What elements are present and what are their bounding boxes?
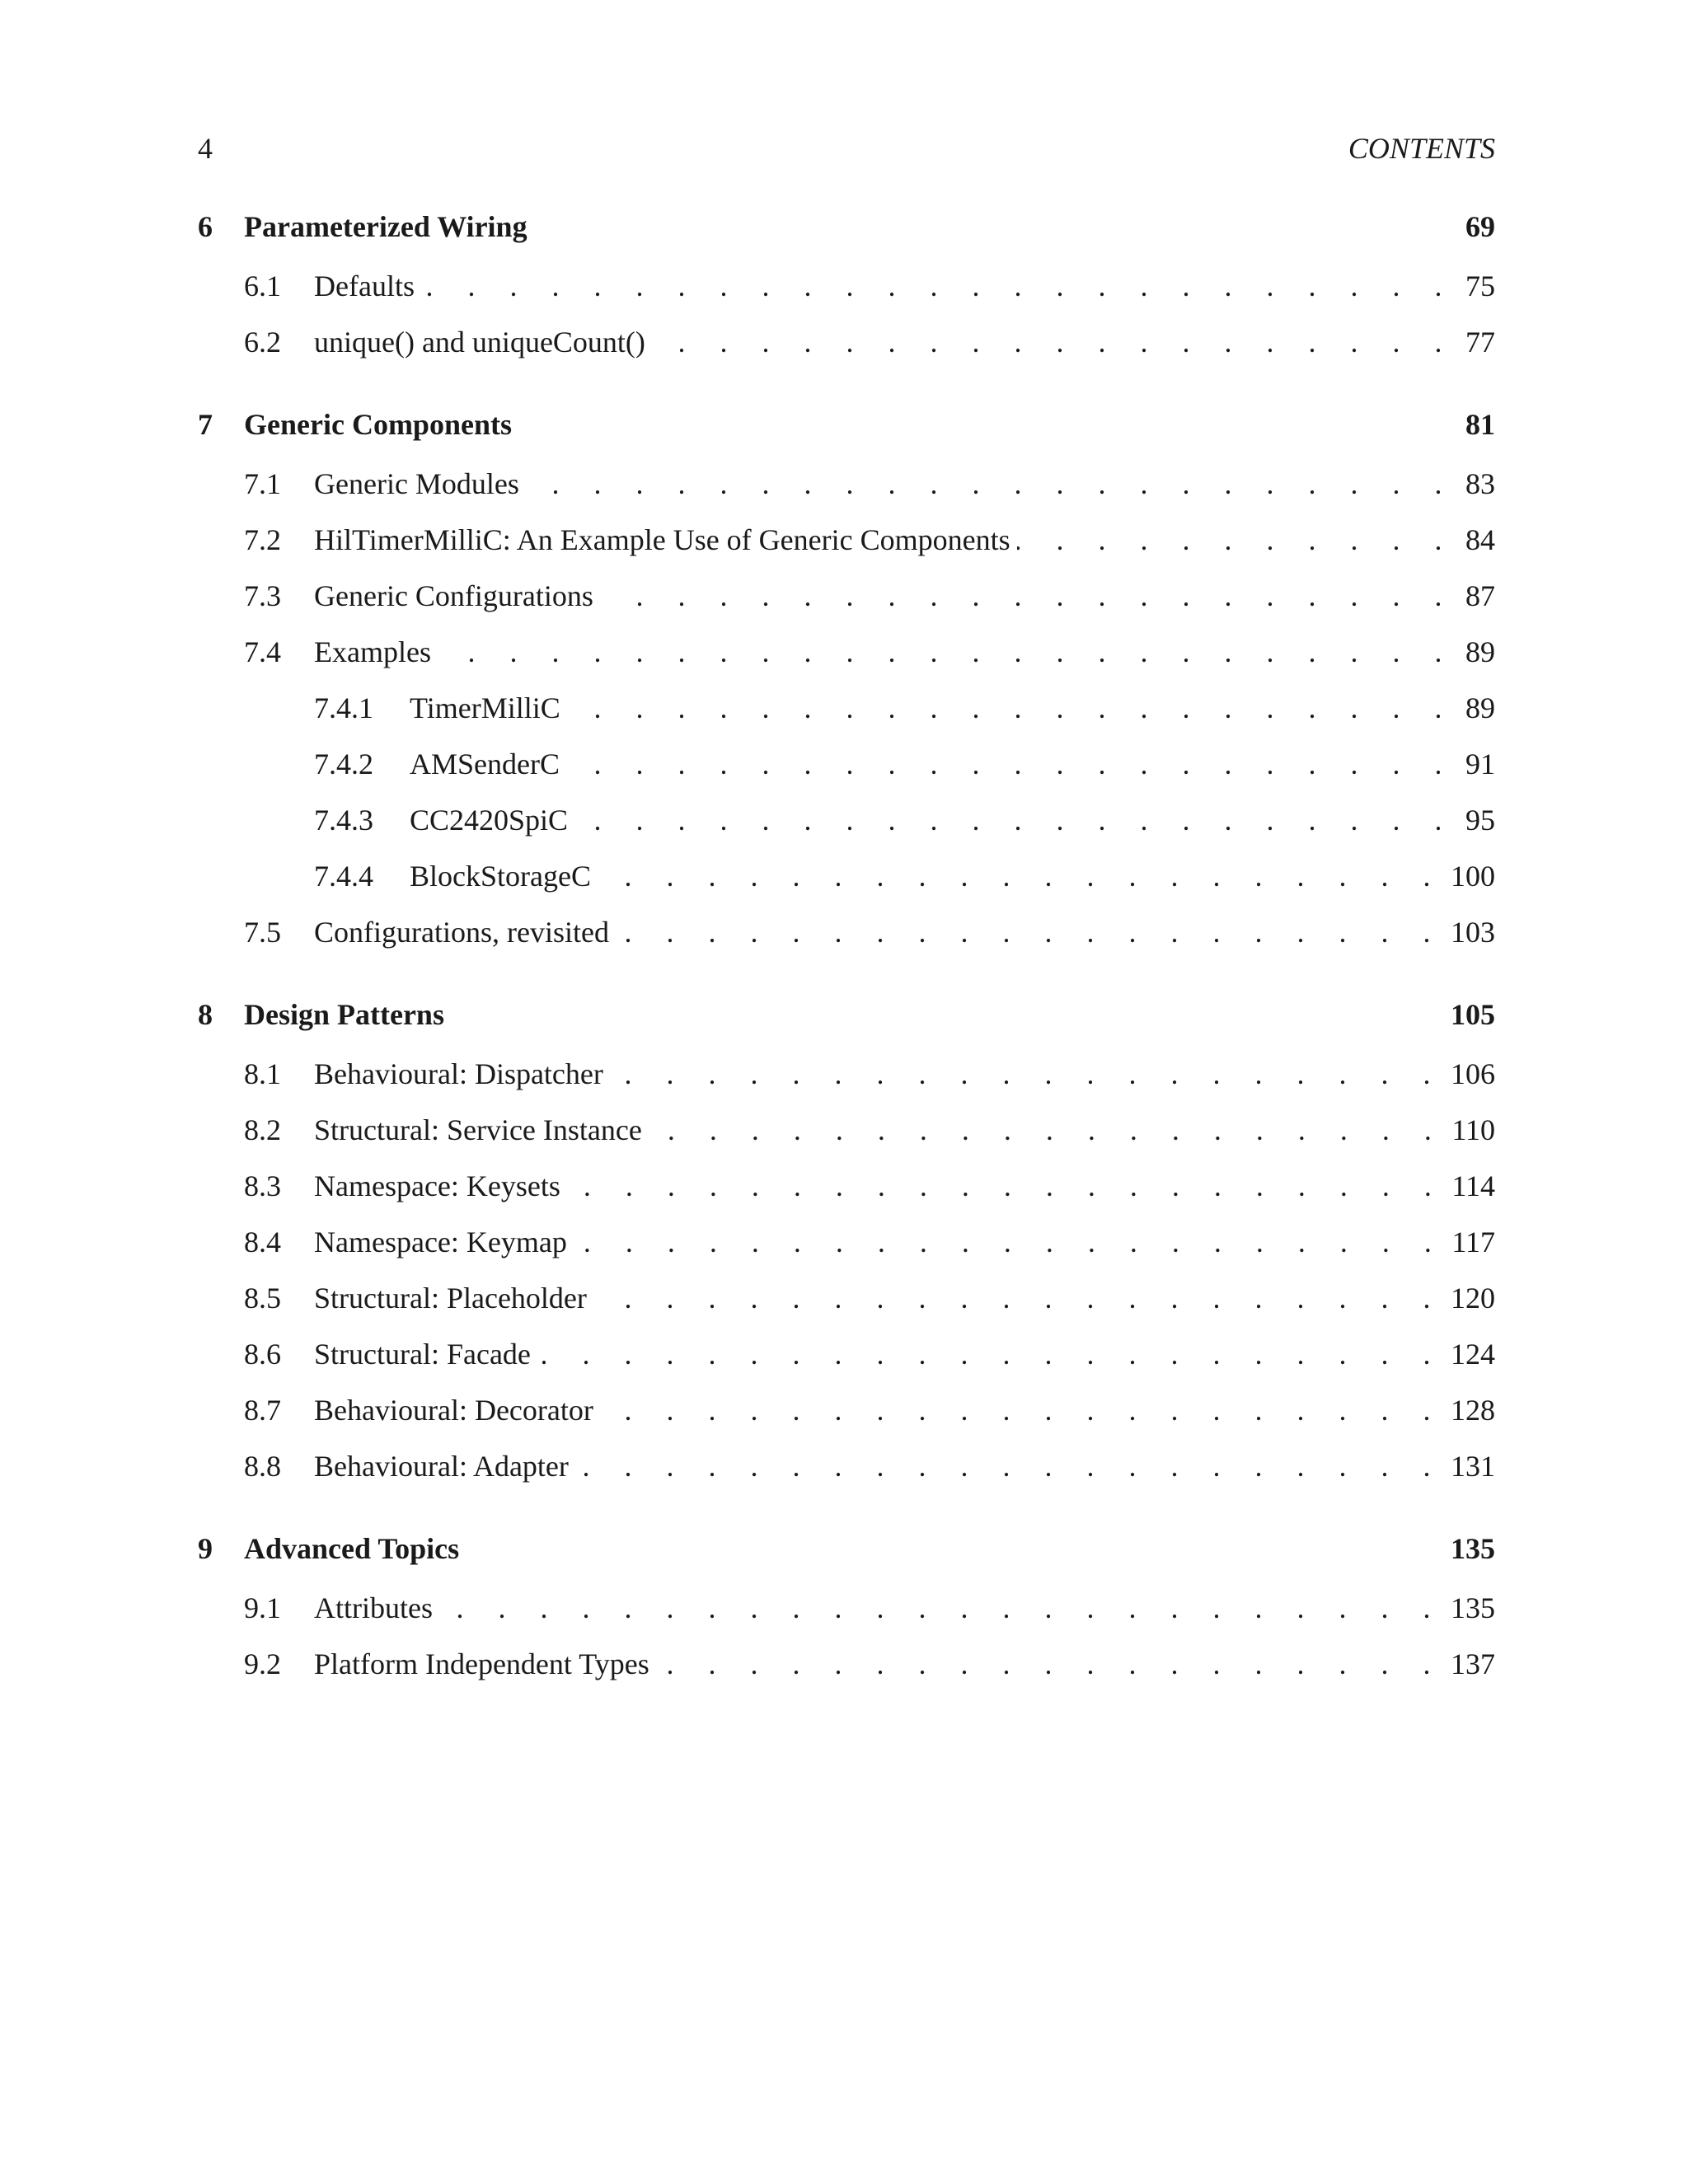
entry-number: 8.7 [244, 1394, 281, 1427]
entry-title: Structural: Facade [314, 1338, 531, 1371]
toc-entry-8-4[interactable] [198, 1214, 1495, 1270]
chapter-number: 9 [198, 1532, 213, 1565]
toc-chapter-9[interactable] [198, 1524, 1495, 1573]
dot-leader [438, 624, 1456, 680]
entry-number: 8.3 [244, 1169, 281, 1202]
entry-page: 77 [1465, 326, 1495, 359]
toc-chapter-8[interactable] [198, 990, 1495, 1039]
running-title: CONTENTS [1348, 132, 1495, 165]
entry-page: 128 [1451, 1394, 1495, 1427]
entry-title: AMSenderC [410, 748, 560, 780]
toc-entry-7-3[interactable] [198, 568, 1495, 624]
page-number: 4 [198, 132, 213, 165]
entry-number: 8.1 [244, 1057, 281, 1090]
entry-number: 8.2 [244, 1113, 281, 1146]
entry-page: 89 [1465, 691, 1495, 724]
entry-title: Namespace: Keysets [314, 1169, 560, 1202]
entry-number: 6.2 [244, 326, 281, 359]
entry-page: 83 [1465, 467, 1495, 500]
entry-number: 7.5 [244, 916, 281, 949]
entry-title: Platform Independent Types [314, 1647, 649, 1680]
dot-leader [526, 456, 1456, 512]
entry-page: 117 [1451, 1226, 1495, 1258]
entry-title: Generic Modules [314, 467, 519, 500]
entry-page: 100 [1451, 860, 1495, 893]
entry-page: 91 [1465, 748, 1495, 780]
chapter-page: 135 [1451, 1532, 1495, 1565]
chapter-number: 6 [198, 210, 213, 243]
toc-entry-7-1[interactable] [198, 456, 1495, 512]
dot-leader [574, 792, 1456, 848]
toc-entry-6-1[interactable] [198, 258, 1495, 314]
toc-entry-7-5[interactable] [198, 904, 1495, 960]
dot-leader [1017, 512, 1456, 568]
dot-leader [600, 1382, 1444, 1438]
dot-leader [566, 736, 1456, 792]
chapter-page: 69 [1465, 210, 1495, 243]
toc-entry-8-1[interactable] [198, 1046, 1495, 1102]
entry-number: 7.4.3 [314, 804, 373, 837]
entry-title: HilTimerMilliC: An Example Use of Generic Components [314, 523, 1010, 556]
entry-title: Defaults [314, 269, 415, 302]
entry-number: 7.4.4 [314, 860, 373, 893]
entry-number: 7.4.1 [314, 691, 373, 724]
entry-number: 7.1 [244, 467, 281, 500]
entry-page: 95 [1465, 804, 1495, 837]
entry-title: Structural: Placeholder [314, 1282, 587, 1315]
entry-number: 6.1 [244, 269, 281, 302]
toc-entry-9-1[interactable] [198, 1580, 1495, 1636]
toc-entry-8-7[interactable] [198, 1382, 1495, 1438]
entry-page: 120 [1451, 1282, 1495, 1315]
entry-title: Generic Configurations [314, 579, 593, 612]
entry-title: TimerMilliC [410, 691, 560, 724]
entry-title: Behavioural: Adapter [314, 1450, 569, 1483]
entry-title: CC2420SpiC [410, 804, 569, 837]
entry-page: 103 [1451, 916, 1495, 949]
entry-number: 7.2 [244, 523, 281, 556]
entry-page: 114 [1451, 1169, 1495, 1202]
dot-leader [575, 1438, 1444, 1494]
entry-number: 7.4 [244, 635, 281, 668]
dot-leader [610, 1046, 1444, 1102]
entry-number: 8.6 [244, 1338, 281, 1371]
entry-title: Configurations, revisited [314, 916, 609, 949]
dot-leader [574, 1214, 1445, 1270]
entry-page: 131 [1451, 1450, 1495, 1483]
entry-page: 87 [1465, 579, 1495, 612]
entry-page: 137 [1451, 1647, 1495, 1680]
entry-page: 106 [1451, 1057, 1495, 1090]
toc-entry-7-4-3[interactable] [198, 792, 1495, 848]
entry-title: Behavioural: Dispatcher [314, 1057, 603, 1090]
toc-entry-7-4-2[interactable] [198, 736, 1495, 792]
dot-leader [593, 1270, 1444, 1326]
entry-title: BlockStorageC [410, 860, 591, 893]
toc-entry-7-4-1[interactable] [198, 680, 1495, 736]
dot-leader [439, 1580, 1444, 1636]
chapter-page: 81 [1465, 408, 1495, 441]
chapter-number: 7 [198, 408, 213, 441]
entry-number: 8.8 [244, 1450, 281, 1483]
toc-entry-9-2[interactable] [198, 1636, 1495, 1692]
entry-number: 9.1 [244, 1591, 281, 1624]
entry-title: unique() and uniqueCount() [314, 326, 645, 359]
toc-entry-6-2[interactable] [198, 314, 1495, 370]
running-header [198, 124, 1495, 173]
chapter-page: 105 [1451, 998, 1495, 1031]
entry-number: 8.4 [244, 1226, 281, 1258]
dot-leader [652, 314, 1456, 370]
entry-page: 110 [1451, 1113, 1495, 1146]
dot-leader [567, 1158, 1445, 1214]
dot-leader [421, 258, 1456, 314]
dot-leader [600, 568, 1456, 624]
entry-page: 89 [1465, 635, 1495, 668]
dot-leader [656, 1636, 1444, 1692]
toc-entry-7-2[interactable] [198, 512, 1495, 568]
toc-entry-8-6[interactable] [198, 1326, 1495, 1382]
entry-number: 7.3 [244, 579, 281, 612]
dot-leader [567, 680, 1456, 736]
dot-leader [537, 1326, 1444, 1382]
chapter-title: Generic Components [244, 408, 512, 441]
dot-leader [598, 848, 1444, 904]
chapter-title: Parameterized Wiring [244, 210, 528, 243]
entry-number: 8.5 [244, 1282, 281, 1315]
dot-leader [616, 904, 1444, 960]
entry-title: Attributes [314, 1591, 433, 1624]
entry-title: Behavioural: Decorator [314, 1394, 593, 1427]
toc-entry-8-8[interactable] [198, 1438, 1495, 1494]
entry-page: 135 [1451, 1591, 1495, 1624]
entry-title: Structural: Service Instance [314, 1113, 642, 1146]
entry-page: 84 [1465, 523, 1495, 556]
toc-entry-7-4-4[interactable] [198, 848, 1495, 904]
toc-entry-7-4[interactable] [198, 624, 1495, 680]
toc-entry-8-5[interactable] [198, 1270, 1495, 1326]
entry-page: 75 [1465, 269, 1495, 302]
entry-page: 124 [1451, 1338, 1495, 1371]
toc-chapter-6[interactable] [198, 202, 1495, 251]
entry-title: Namespace: Keymap [314, 1226, 567, 1258]
chapter-title: Design Patterns [244, 998, 444, 1031]
entry-number: 7.4.2 [314, 748, 373, 780]
chapter-number: 8 [198, 998, 213, 1031]
toc-entry-8-3[interactable] [198, 1158, 1495, 1214]
entry-title: Examples [314, 635, 431, 668]
dot-leader [649, 1102, 1445, 1158]
table-of-contents [198, 202, 1495, 1692]
entry-number: 9.2 [244, 1647, 281, 1680]
toc-chapter-7[interactable] [198, 400, 1495, 449]
chapter-title: Advanced Topics [244, 1532, 460, 1565]
toc-entry-8-2[interactable] [198, 1102, 1495, 1158]
